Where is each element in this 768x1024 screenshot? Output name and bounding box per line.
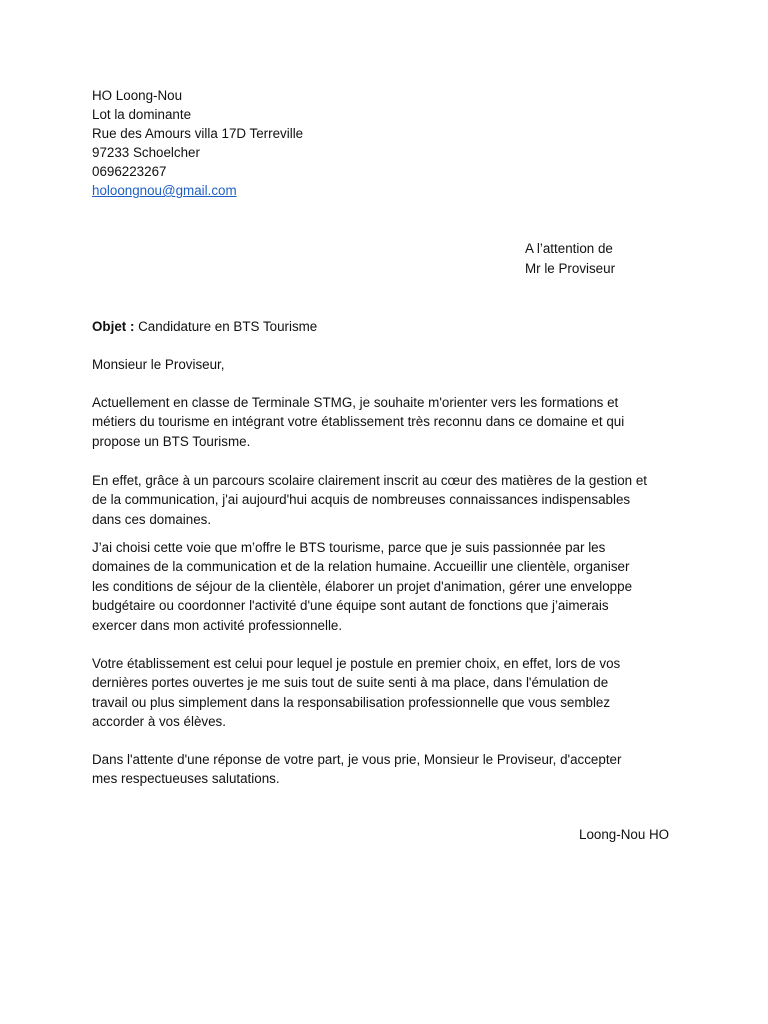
sender-address-line2: Rue des Amours villa 17D Terreville [92,126,304,141]
sender-postal-city: 97233 Schoelcher [92,145,200,160]
paragraph-line: propose un BTS Tourisme. [92,433,251,449]
paragraph-line: budgétaire ou coordonner l'activité d'une équipe sont autant de fonctions que j’aimerais [92,598,609,614]
paragraph-line: travail ou plus simplement dans la responsabilisation professionnelle que vous semblez [92,694,611,710]
paragraph-line: dans ces domaines. [92,511,212,527]
signature: Loong-Nou HO [579,827,670,842]
sender-address-line1: Lot la dominante [92,107,192,122]
paragraph-line: de la communication, j'ai aujourd'hui acquis de nombreuses connaissances indispensables [92,492,631,508]
paragraph-2 [92,471,692,529]
sender-name: HO Loong-Nou [92,88,183,103]
paragraph-line: Dans l'attente d'une réponse de votre part, je vous prie, Monsieur le Proviseur, d'accepter [92,752,622,767]
paragraph-5 [92,750,692,789]
paragraph-line: Actuellement en classe de Terminale STMG, je souhaite m'orienter vers les formations et [92,395,619,410]
subject-label: Objet : [92,319,135,334]
subject-line [92,317,317,336]
paragraph-4 [92,654,692,732]
paragraph-line: exercer dans mon activité professionnelle. [92,617,343,633]
paragraph-3 [92,538,692,635]
paragraph-1 [92,393,692,451]
subject-text: Candidature en BTS Tourisme [134,319,318,334]
paragraph-line: Votre établissement est celui pour lequel je postule en premier choix, en effet, lors de vos [92,656,621,671]
paragraph-line: accorder à vos élèves. [92,714,226,730]
paragraph-line: J’ai choisi cette voie que m’offre le BTS tourisme, parce que je suis passionnée par les [92,540,606,555]
paragraph-line: domaines de la communication et de la relation humaine. Accueillir une clientèle, organiser [92,559,630,575]
paragraph-line: les conditions de séjour de la clientèle, élaborer un projet d'animation, gérer une enveloppe [92,578,633,594]
sender-phone: 0696223267 [92,164,167,179]
paragraph-line: En effet, grâce à un parcours scolaire clairement inscrit au cœur des matières de la gestion et [92,473,647,488]
paragraph-line: dernières portes ouvertes je me suis tout de suite senti à ma place, dans l'émulation de [92,675,609,691]
sender-email-link[interactable]: holoongnou@gmail.com [92,183,237,198]
sender-block [92,86,303,200]
paragraph-line: métiers du tourisme en intégrant votre établissement très reconnu dans ce domaine et qui [92,414,625,430]
recipient-line1: A l’attention de [525,241,613,256]
recipient-line2: Mr le Proviseur [525,261,616,276]
paragraph-line: mes respectueuses salutations. [92,771,280,787]
recipient-block [525,239,615,279]
salutation: Monsieur le Proviseur, [92,357,225,372]
